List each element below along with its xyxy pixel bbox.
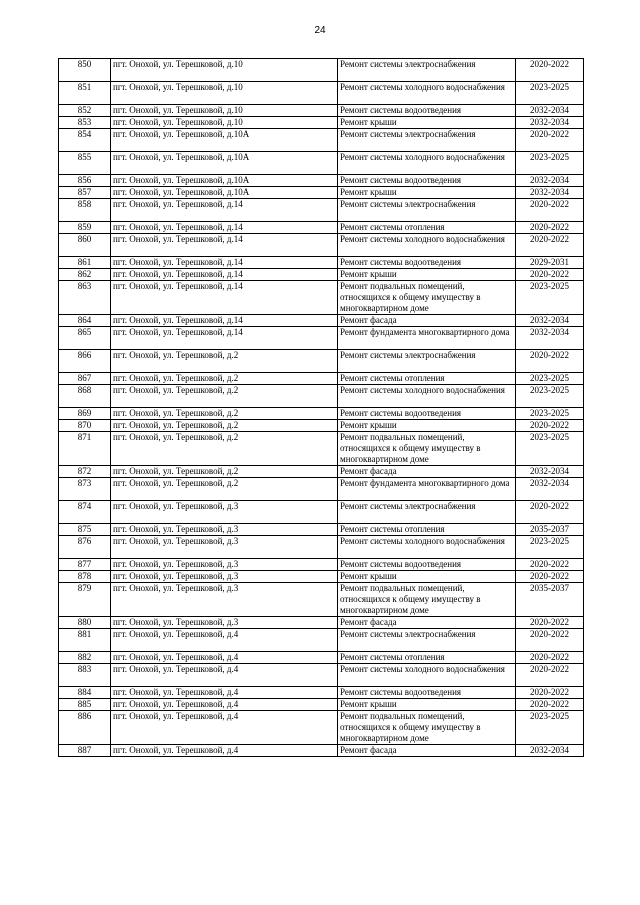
row-number: 852 [59,105,111,117]
row-number: 862 [59,269,111,281]
row-address: пгт. Онохой, ул. Терешковой, д.2 [111,408,338,420]
row-period: 2020-2022 [516,664,584,687]
row-address: пгт. Онохой, ул. Терешковой, д.4 [111,699,338,711]
row-address: пгт. Онохой, ул. Терешковой, д.3 [111,524,338,536]
row-address: пгт. Онохой, ул. Терешковой, д.10 [111,82,338,105]
row-work-type: Ремонт системы электроснабжения [338,501,516,524]
row-work-type: Ремонт системы электроснабжения [338,629,516,652]
row-address: пгт. Онохой, ул. Терешковой, д.2 [111,373,338,385]
row-work-type: Ремонт крыши [338,420,516,432]
row-period: 2032-2034 [516,117,584,129]
table-row [59,711,584,745]
table-row [59,432,584,466]
row-number: 857 [59,187,111,199]
row-address: пгт. Онохой, ул. Терешковой, д.14 [111,234,338,257]
row-work-type: Ремонт системы водоотведения [338,687,516,699]
row-work-type: Ремонт системы отопления [338,373,516,385]
row-address: пгт. Онохой, ул. Терешковой, д.4 [111,687,338,699]
row-address: пгт. Онохой, ул. Терешковой, д.14 [111,327,338,350]
row-work-type: Ремонт системы водоотведения [338,257,516,269]
row-period: 2023-2025 [516,536,584,559]
row-number: 875 [59,524,111,536]
row-number: 853 [59,117,111,129]
row-period: 2023-2025 [516,385,584,408]
table-row [59,373,584,385]
row-period: 2020-2022 [516,59,584,82]
row-number: 863 [59,281,111,315]
table-row [59,269,584,281]
row-period: 2032-2034 [516,187,584,199]
row-number: 882 [59,652,111,664]
row-number: 872 [59,466,111,478]
row-work-type: Ремонт фундамента многоквартирного дома [338,327,516,350]
table-row [59,129,584,152]
row-number: 879 [59,583,111,617]
page-number: 24 [314,25,326,36]
row-address: пгт. Онохой, ул. Терешковой, д.10А [111,187,338,199]
row-address: пгт. Онохой, ул. Терешковой, д.10А [111,129,338,152]
row-period: 2020-2022 [516,234,584,257]
table-row [59,466,584,478]
row-work-type: Ремонт системы водоотведения [338,408,516,420]
row-work-type: Ремонт крыши [338,269,516,281]
row-number: 869 [59,408,111,420]
row-number: 870 [59,420,111,432]
row-work-type: Ремонт фасада [338,745,516,757]
row-work-type: Ремонт системы холодного водоснабжения [338,152,516,175]
row-address: пгт. Онохой, ул. Терешковой, д.4 [111,711,338,745]
row-work-type: Ремонт системы водоотведения [338,559,516,571]
row-period: 2032-2034 [516,327,584,350]
row-address: пгт. Онохой, ул. Терешковой, д.3 [111,583,338,617]
table-row [59,652,584,664]
row-number: 861 [59,257,111,269]
row-number: 874 [59,501,111,524]
row-period: 2020-2022 [516,420,584,432]
row-period: 2023-2025 [516,373,584,385]
row-address: пгт. Онохой, ул. Терешковой, д.3 [111,559,338,571]
row-period: 2023-2025 [516,82,584,105]
row-address: пгт. Онохой, ул. Терешковой, д.3 [111,536,338,559]
row-address: пгт. Онохой, ул. Терешковой, д.4 [111,629,338,652]
row-number: 885 [59,699,111,711]
row-address: пгт. Онохой, ул. Терешковой, д.3 [111,571,338,583]
row-number: 866 [59,350,111,373]
row-work-type: Ремонт подвальных помещений, относящихся к общему имуществу в многоквартирном доме [338,711,516,745]
table-row [59,745,584,757]
row-work-type: Ремонт фасада [338,466,516,478]
row-period: 2020-2022 [516,559,584,571]
row-work-type: Ремонт системы холодного водоснабжения [338,234,516,257]
row-number: 865 [59,327,111,350]
row-period: 2023-2025 [516,408,584,420]
row-period: 2023-2025 [516,281,584,315]
row-work-type: Ремонт системы холодного водоснабжения [338,664,516,687]
row-period: 2032-2034 [516,175,584,187]
table-row [59,536,584,559]
table-row [59,315,584,327]
table-body [59,59,584,757]
row-number: 876 [59,536,111,559]
row-number: 864 [59,315,111,327]
table-row [59,559,584,571]
row-work-type: Ремонт системы холодного водоснабжения [338,536,516,559]
row-address: пгт. Онохой, ул. Терешковой, д.10 [111,117,338,129]
row-work-type: Ремонт крыши [338,117,516,129]
row-number: 858 [59,199,111,222]
row-address: пгт. Онохой, ул. Терешковой, д.14 [111,315,338,327]
row-work-type: Ремонт фасада [338,617,516,629]
row-period: 2032-2034 [516,105,584,117]
row-work-type: Ремонт подвальных помещений, относящихся к общему имуществу в многоквартирном доме [338,281,516,315]
table-row [59,687,584,699]
table-row [59,478,584,501]
row-address: пгт. Онохой, ул. Терешковой, д.10А [111,175,338,187]
row-number: 867 [59,373,111,385]
row-number: 851 [59,82,111,105]
row-number: 850 [59,59,111,82]
table-row [59,59,584,82]
row-period: 2035-2037 [516,583,584,617]
row-work-type: Ремонт системы водоотведения [338,105,516,117]
row-period: 2020-2022 [516,629,584,652]
row-work-type: Ремонт крыши [338,187,516,199]
table-row [59,385,584,408]
row-number: 886 [59,711,111,745]
row-work-type: Ремонт системы электроснабжения [338,350,516,373]
row-number: 860 [59,234,111,257]
table-row [59,222,584,234]
row-address: пгт. Онохой, ул. Терешковой, д.10А [111,152,338,175]
table-row [59,501,584,524]
row-period: 2023-2025 [516,432,584,466]
table-row [59,420,584,432]
table-row [59,199,584,222]
row-number: 873 [59,478,111,501]
table-row [59,152,584,175]
table-row [59,699,584,711]
table-row [59,583,584,617]
row-number: 883 [59,664,111,687]
row-period: 2020-2022 [516,699,584,711]
row-address: пгт. Онохой, ул. Терешковой, д.2 [111,350,338,373]
row-period: 2032-2034 [516,315,584,327]
row-address: пгт. Онохой, ул. Терешковой, д.2 [111,478,338,501]
row-period: 2020-2022 [516,350,584,373]
row-period: 2020-2022 [516,129,584,152]
table-row [59,617,584,629]
table-row [59,175,584,187]
row-work-type: Ремонт подвальных помещений, относящихся к общему имуществу в многоквартирном доме [338,583,516,617]
row-address: пгт. Онохой, ул. Терешковой, д.2 [111,420,338,432]
row-address: пгт. Онохой, ул. Терешковой, д.14 [111,222,338,234]
row-number: 887 [59,745,111,757]
row-number: 856 [59,175,111,187]
row-period: 2020-2022 [516,652,584,664]
row-period: 2020-2022 [516,269,584,281]
row-work-type: Ремонт системы холодного водоснабжения [338,385,516,408]
row-work-type: Ремонт крыши [338,699,516,711]
table-row [59,117,584,129]
row-period: 2020-2022 [516,687,584,699]
row-address: пгт. Онохой, ул. Терешковой, д.14 [111,257,338,269]
row-work-type: Ремонт крыши [338,571,516,583]
row-period: 2023-2025 [516,711,584,745]
row-period: 2020-2022 [516,501,584,524]
row-period: 2020-2022 [516,571,584,583]
row-period: 2023-2025 [516,152,584,175]
row-period: 2020-2022 [516,617,584,629]
row-address: пгт. Онохой, ул. Терешковой, д.4 [111,664,338,687]
table-row [59,234,584,257]
row-address: пгт. Онохой, ул. Терешковой, д.2 [111,385,338,408]
table-row [59,571,584,583]
row-address: пгт. Онохой, ул. Терешковой, д.3 [111,501,338,524]
row-period: 2032-2034 [516,745,584,757]
row-address: пгт. Онохой, ул. Терешковой, д.14 [111,281,338,315]
table-row [59,327,584,350]
row-address: пгт. Онохой, ул. Терешковой, д.10 [111,105,338,117]
row-number: 880 [59,617,111,629]
row-address: пгт. Онохой, ул. Терешковой, д.2 [111,466,338,478]
table-row [59,281,584,315]
row-work-type: Ремонт системы водоотведения [338,175,516,187]
table-row [59,408,584,420]
row-address: пгт. Онохой, ул. Терешковой, д.14 [111,199,338,222]
row-period: 2020-2022 [516,222,584,234]
row-work-type: Ремонт системы отопления [338,222,516,234]
row-address: пгт. Онохой, ул. Терешковой, д.4 [111,745,338,757]
row-work-type: Ремонт системы электроснабжения [338,129,516,152]
row-number: 878 [59,571,111,583]
table-row [59,257,584,269]
repair-schedule-table [58,58,584,757]
row-number: 884 [59,687,111,699]
row-address: пгт. Онохой, ул. Терешковой, д.2 [111,432,338,466]
table-row [59,187,584,199]
table-row [59,629,584,652]
row-address: пгт. Онохой, ул. Терешковой, д.10 [111,59,338,82]
row-number: 871 [59,432,111,466]
row-period: 2032-2034 [516,466,584,478]
row-work-type: Ремонт системы электроснабжения [338,59,516,82]
row-work-type: Ремонт системы электроснабжения [338,199,516,222]
row-work-type: Ремонт фундамента многоквартирного дома [338,478,516,501]
table-row [59,350,584,373]
row-number: 868 [59,385,111,408]
row-number: 854 [59,129,111,152]
row-work-type: Ремонт системы отопления [338,524,516,536]
row-address: пгт. Онохой, ул. Терешковой, д.3 [111,617,338,629]
row-work-type: Ремонт системы холодного водоснабжения [338,82,516,105]
table-row [59,82,584,105]
table-row [59,524,584,536]
row-work-type: Ремонт подвальных помещений, относящихся к общему имуществу в многоквартирном доме [338,432,516,466]
row-period: 2020-2022 [516,199,584,222]
row-address: пгт. Онохой, ул. Терешковой, д.4 [111,652,338,664]
row-period: 2029-2031 [516,257,584,269]
table-row [59,664,584,687]
row-work-type: Ремонт фасада [338,315,516,327]
row-period: 2035-2037 [516,524,584,536]
row-work-type: Ремонт системы отопления [338,652,516,664]
table-row [59,105,584,117]
row-number: 855 [59,152,111,175]
row-number: 881 [59,629,111,652]
row-number: 877 [59,559,111,571]
row-period: 2032-2034 [516,478,584,501]
row-address: пгт. Онохой, ул. Терешковой, д.14 [111,269,338,281]
row-number: 859 [59,222,111,234]
